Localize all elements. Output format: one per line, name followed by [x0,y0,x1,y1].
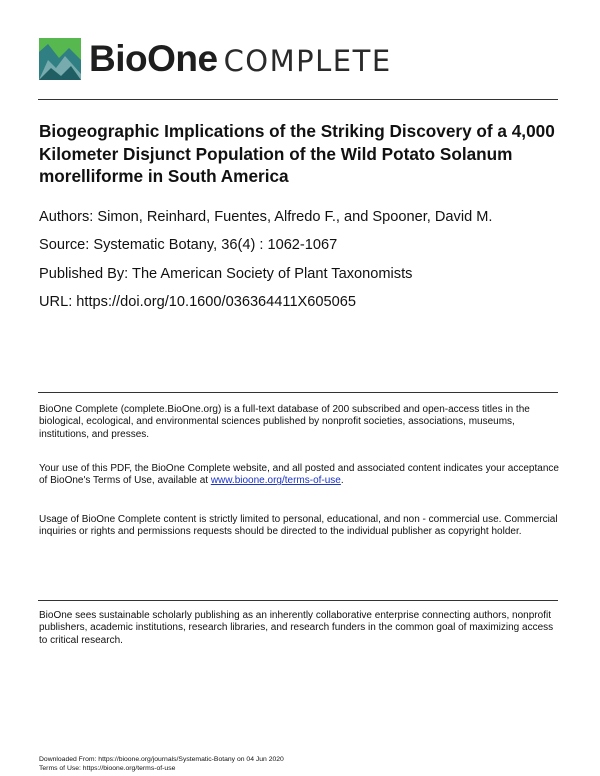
article-publisher: Published By: The American Society of Plant Taxonomists [39,266,413,282]
bioone-logo [39,38,392,80]
terms-of-use-link[interactable]: www.bioone.org/terms-of-use [210,475,341,487]
download-info: Downloaded From: https://bioone.org/journals/Systematic-Botany on 04 Jun 2020 [39,756,284,763]
logo-brand-bold: BioOne [89,38,218,79]
article-source: Source: Systematic Botany, 36(4) : 1062-1067 [39,237,338,253]
download-footer [39,755,559,773]
logo-brand-light: COMPLETE [223,44,392,78]
about-notice: BioOne Complete (complete.BioOne.org) is a full-text database of 200 subscribed and open-access titles in the biological, ecological, and environmental sciences published by nonprofit societies, associations, museums, institutions, and presses. [39,404,530,440]
terms-notice-end: . [340,475,344,487]
divider-top [38,99,558,100]
mission-notice: BioOne sees sustainable scholarly publishing as an inherently collaborative enterprise connecting authors, nonprofit publishers, academic institutions, research libraries, and research funders in the common goal of maximizing access to critical research. [39,610,554,646]
usage-notice: Usage of BioOne Complete content is strictly limited to personal, educational, and non - commercial use. Commercial inquiries or rights and permissions requests should be directed to the individual publisher as copyright holder. [39,514,558,538]
article-authors: Authors: Simon, Reinhard, Fuentes, Alfredo F., and Spooner, David M. [39,209,493,225]
terms-info: Terms of Use: https://bioone.org/terms-of-use [39,765,176,772]
divider-middle [38,392,558,393]
article-title: Biogeographic Implications of the Striking Discovery of a 4,000 Kilometer Disjunct Population of the Wild Potato Solanum morelliforme in South America [39,121,555,186]
terms-notice [39,463,559,488]
terms-notice-text: Your use of this PDF, the BioOne Complete website, and all posted and associated content indicates your acceptance of BioOne's Terms of Use, available at [39,463,559,487]
bioone-mountain-icon [39,38,81,80]
divider-bottom [38,600,558,601]
article-url: URL: https://doi.org/10.1600/036364411X605065 [39,294,356,310]
